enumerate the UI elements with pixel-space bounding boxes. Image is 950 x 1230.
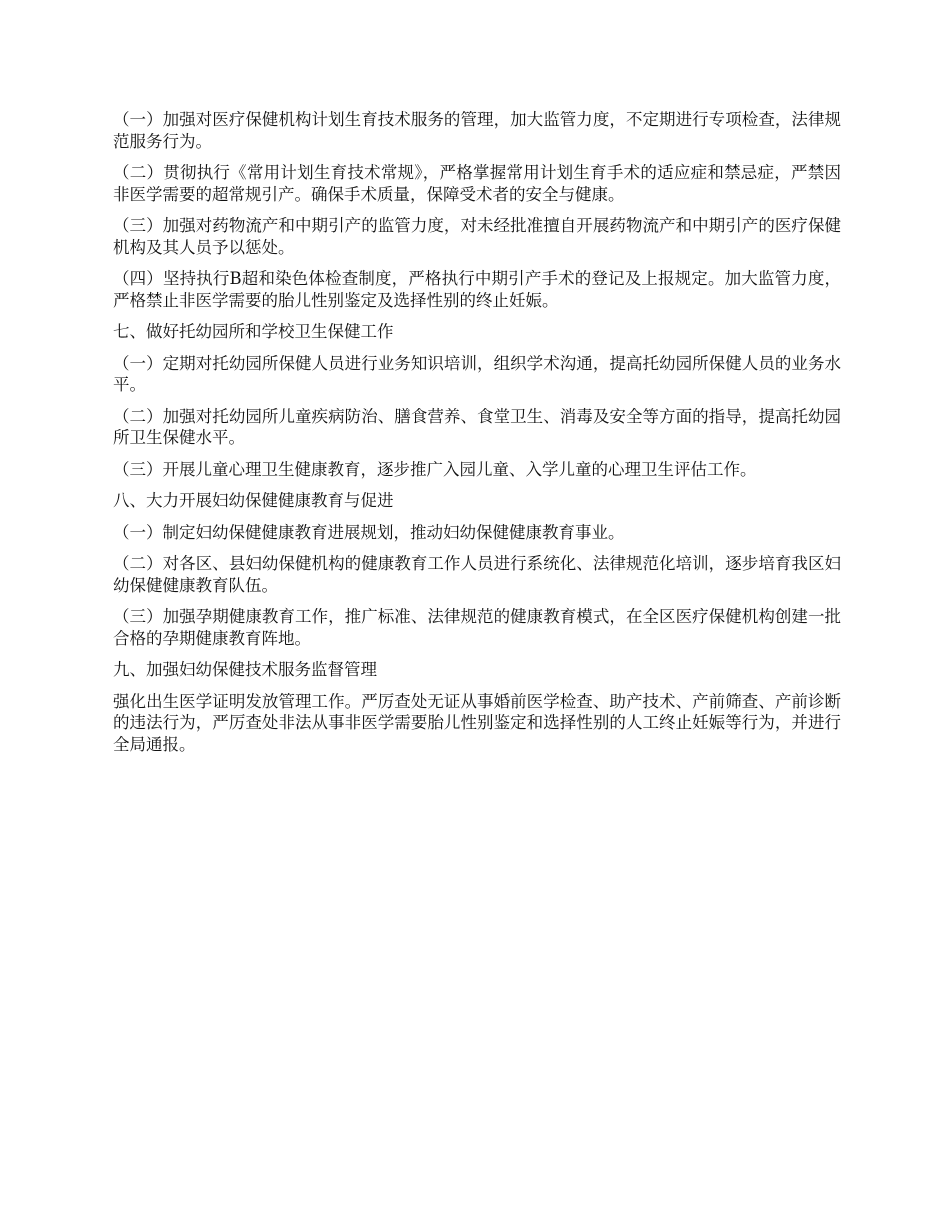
section-heading: 九、加强妇幼保健技术服务监督管理 — [113, 660, 377, 679]
paragraph-item: （一）加强对医疗保健机构计划生育技术服务的管理，加大监管力度，不定期进行专项检查，法律规范服务行为。 — [113, 110, 841, 151]
paragraph-item: （一）定期对托幼园所保健人员进行业务知识培训，组织学术沟通，提高托幼园所保健人员的业务水平。 — [113, 353, 841, 394]
paragraph-item: （三）加强孕期健康教育工作，推广标准、法律规范的健康教育模式，在全区医疗保健机构创建一批合格的孕期健康教育阵地。 — [113, 607, 841, 648]
document-body — [113, 109, 841, 765]
paragraph-item: （二）贯彻执行《常用计划生育技术常规》，严格掌握常用计划生育手术的适应症和禁忌症，严禁因非医学需要的超常规引产。确保手术质量，保障受术者的安全与健康。 — [113, 163, 841, 204]
section-heading: 七、做好托幼园所和学校卫生保健工作 — [113, 322, 394, 341]
paragraph-item: 强化出生医学证明发放管理工作。严厉查处无证从事婚前医学检查、助产技术、产前筛查、产前诊断的违法行为，严厉查处非法从事非医学需要胎儿性别鉴定和选择性别的人工终止妊娠等行为，并进行全局通报。 — [113, 691, 841, 754]
section-heading: 八、大力开展妇幼保健健康教育与促进 — [113, 491, 394, 510]
paragraph-item: （三）开展儿童心理卫生健康教育，逐步推广入园儿童、入学儿童的心理卫生评估工作。 — [113, 459, 757, 479]
paragraph-item: （一）制定妇幼保健健康教育进展规划，推动妇幼保健健康教育事业。 — [113, 522, 625, 542]
paragraph-item: （二）对各区、县妇幼保健机构的健康教育工作人员进行系统化、法律规范化培训，逐步培育我区妇幼保健健康教育队伍。 — [113, 554, 841, 595]
paragraph-item: （四）坚持执行B超和染色体检查制度，严格执行中期引产手术的登记及上报规定。加大监管力度，严格禁止非医学需要的胎儿性别鉴定及选择性别的终止妊娠。 — [113, 269, 841, 310]
paragraph-item: （三）加强对药物流产和中期引产的监管力度，对未经批准擅自开展药物流产和中期引产的医疗保健机构及其人员予以惩处。 — [113, 216, 841, 257]
paragraph-item: （二）加强对托幼园所儿童疾病防治、膳食营养、食堂卫生、消毒及安全等方面的指导，提高托幼园所卫生保健水平。 — [113, 406, 841, 447]
